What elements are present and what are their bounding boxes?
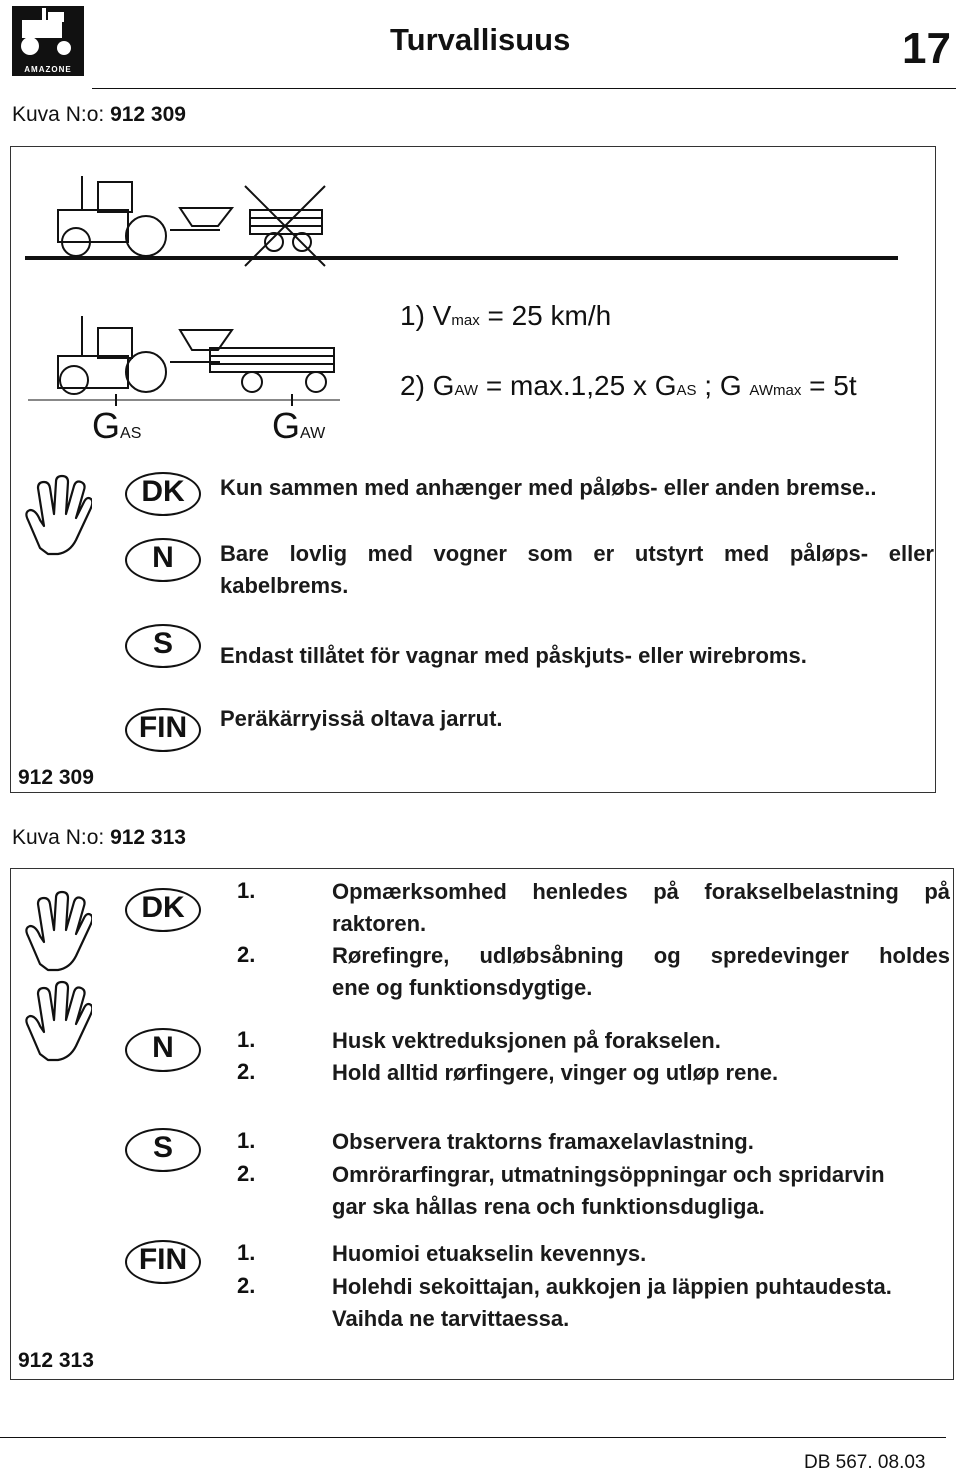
dk-item2-line2: ene og funktionsdygtige. — [332, 975, 593, 1000]
tractor-logo-icon — [12, 6, 84, 62]
s-item1: Observera traktorns framaxelavlastning. — [332, 1129, 754, 1154]
badge-n: N — [125, 538, 201, 582]
road-line — [25, 256, 898, 260]
page-number: 17 — [902, 24, 951, 73]
list-number: 1. — [237, 1240, 256, 1265]
amazone-logo — [12, 6, 84, 76]
hand-warning-icon — [18, 474, 92, 556]
s-item2-line1: Omrörarfingrar, utmatningsöppningar och spridarvin — [332, 1162, 885, 1187]
s-item2-line2: gar ska hållas rena och funktionsdugliga. — [332, 1194, 765, 1219]
note-dk: Kun sammen med anhænger med påløbs- eller anden bremse.. — [220, 475, 877, 500]
badge-s: S — [125, 1128, 201, 1172]
list-number: 1. — [237, 1027, 256, 1052]
figure1-caption-number: 912 309 — [110, 103, 186, 126]
hand-warning-icon — [18, 980, 92, 1062]
n-item1: Husk vektreduksjonen på forakselen. — [332, 1028, 721, 1053]
g-aw-label: GAW — [272, 405, 326, 446]
g-as-label: GAS — [92, 405, 142, 446]
note-n-line2: kabelbrems. — [220, 573, 349, 598]
dk-item1-line2: raktoren. — [332, 911, 427, 936]
note-s: Endast tillåtet för vagnar med påskjuts- eller wirebroms. — [220, 643, 807, 668]
formula-weight: 2) GAW = max.1,25 x GAS ; G AWmax = 5t — [400, 370, 857, 401]
list-number: 2. — [237, 1059, 256, 1084]
figure1-id: 912 309 — [18, 766, 94, 789]
list-number: 1. — [237, 878, 256, 903]
fin-item2-line1: Holehdi sekoittajan, aukkojen ja läppien puhtaudesta. — [332, 1274, 892, 1299]
fin-item1: Huomioi etuakselin kevennys. — [332, 1241, 647, 1266]
document-reference: DB 567. 08.03 — [804, 1452, 926, 1473]
footer-rule — [0, 1437, 946, 1438]
hand-warning-icon — [18, 890, 92, 972]
formula-speed: 1) Vmax = 25 km/h — [400, 300, 612, 331]
dk-item1-line1: Opmærksomhed henledes på forakselbelastning på — [332, 879, 950, 904]
badge-s: S — [125, 624, 201, 668]
dk-item2-line1: Rørefingre, udløbsåbning og spredevinger holdes — [332, 943, 950, 968]
badge-fin: FIN — [125, 708, 201, 752]
badge-n: N — [125, 1028, 201, 1072]
figure1-caption: Kuva N:o: 912 309 — [12, 103, 186, 126]
figure2-caption: Kuva N:o: 912 313 — [12, 826, 186, 849]
figure2-id: 912 313 — [18, 1349, 94, 1372]
logo-text: AMAZONE — [24, 65, 72, 74]
n-item2: Hold alltid rørfingere, vinger og utløp rene. — [332, 1060, 779, 1085]
badge-dk: DK — [125, 472, 201, 516]
figure2-caption-number: 912 313 — [110, 826, 186, 849]
header-rule — [92, 88, 956, 89]
fin-item2-line2: Vaihda ne tarvittaessa. — [332, 1306, 570, 1331]
list-number: 1. — [237, 1128, 256, 1153]
note-fin: Peräkärryissä oltava jarrut. — [220, 706, 503, 731]
list-number: 2. — [237, 942, 256, 967]
badge-fin: FIN — [125, 1240, 201, 1284]
list-number: 2. — [237, 1161, 256, 1186]
list-number: 2. — [237, 1273, 256, 1298]
page-title: Turvallisuus — [390, 22, 571, 57]
badge-dk: DK — [125, 888, 201, 932]
note-n-line1: Bare lovlig med vogner som er utstyrt med påløps- eller — [220, 541, 934, 566]
